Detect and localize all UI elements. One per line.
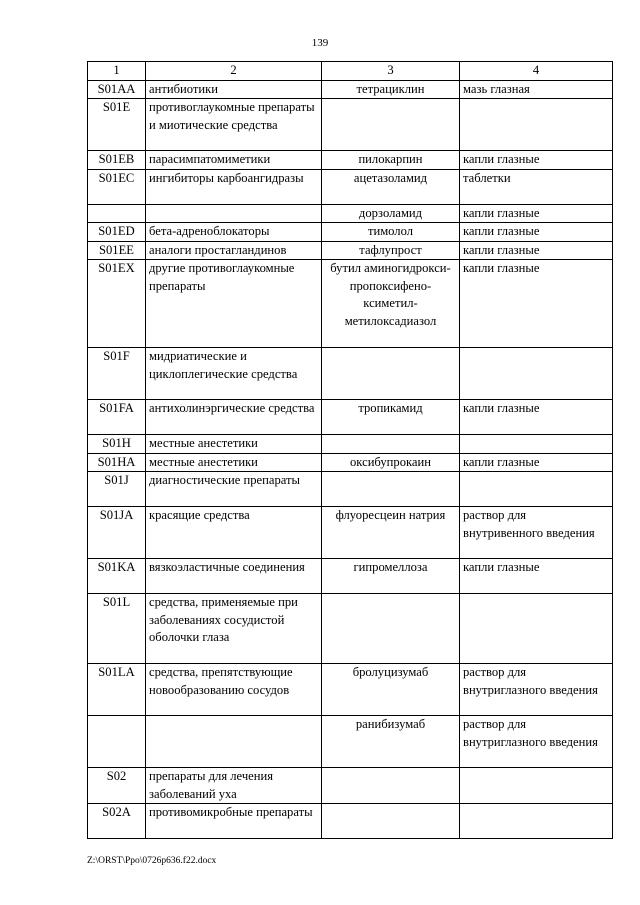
group-name-cell: противомикробные препараты (146, 804, 322, 839)
table-row (88, 260, 613, 348)
group-name-cell (146, 716, 322, 768)
atc-code-cell: S01H (88, 435, 146, 454)
dosage-form-cell (460, 435, 613, 454)
inn-cell (322, 804, 460, 839)
table-row (88, 99, 613, 151)
group-name-cell: ингибиторы карбоангидразы (146, 169, 322, 204)
inn-cell (322, 768, 460, 804)
dosage-form-cell: капли глазные (460, 204, 613, 223)
inn-cell: пилокарпин (322, 151, 460, 170)
inn-cell: тимолол (322, 223, 460, 242)
inn-cell (322, 594, 460, 664)
table-row (88, 80, 613, 99)
group-name-cell: антихолинэргические средства (146, 400, 322, 435)
table-row (88, 204, 613, 223)
table-header-row (88, 62, 613, 81)
inn-cell: бролуцизумаб (322, 664, 460, 716)
table-row (88, 804, 613, 839)
atc-code-cell: S01ED (88, 223, 146, 242)
atc-code-cell: S02A (88, 804, 146, 839)
inn-cell: гипромеллоза (322, 559, 460, 594)
group-name-cell: мидриатические и циклоплегические средства (146, 348, 322, 400)
atc-code-cell: S01L (88, 594, 146, 664)
group-name-cell: аналоги простагландинов (146, 241, 322, 260)
dosage-form-cell: раствор для внутривенного введения (460, 507, 613, 559)
group-name-cell: диагностические препараты (146, 472, 322, 507)
drug-classification-table (87, 61, 613, 839)
atc-code-cell: S01LA (88, 664, 146, 716)
table-row (88, 348, 613, 400)
dosage-form-cell: капли глазные (460, 241, 613, 260)
group-name-cell: средства, препятствующие новообразованию сосудов (146, 664, 322, 716)
inn-cell (322, 99, 460, 151)
atc-code-cell: S02 (88, 768, 146, 804)
dosage-form-cell: капли глазные (460, 453, 613, 472)
dosage-form-cell (460, 804, 613, 839)
column-header: 3 (322, 62, 460, 81)
dosage-form-cell (460, 348, 613, 400)
inn-cell: бутил аминогидрокси-пропоксифено-ксиметил-метилоксадиазол (322, 260, 460, 348)
group-name-cell: противоглаукомные препараты и миотические средства (146, 99, 322, 151)
group-name-cell: местные анестетики (146, 435, 322, 454)
table-row (88, 223, 613, 242)
dosage-form-cell: капли глазные (460, 151, 613, 170)
table-row (88, 768, 613, 804)
dosage-form-cell: капли глазные (460, 559, 613, 594)
dosage-form-cell: раствор для внутриглазного введения (460, 716, 613, 768)
column-header: 1 (88, 62, 146, 81)
table-row (88, 716, 613, 768)
page-number: 139 (311, 37, 329, 49)
footer-filename: Z:\ORST\Ppo\0726p636.f22.docx (87, 856, 217, 866)
atc-code-cell: S01EE (88, 241, 146, 260)
table-row (88, 435, 613, 454)
dosage-form-cell (460, 768, 613, 804)
group-name-cell: вязкоэластичные соединения (146, 559, 322, 594)
dosage-form-cell: раствор для внутриглазного введения (460, 664, 613, 716)
atc-code-cell: S01EB (88, 151, 146, 170)
atc-code-cell: S01JA (88, 507, 146, 559)
inn-cell: флуоресцеин натрия (322, 507, 460, 559)
table-row (88, 400, 613, 435)
atc-code-cell (88, 204, 146, 223)
group-name-cell (146, 204, 322, 223)
inn-cell (322, 348, 460, 400)
table-row (88, 594, 613, 664)
table-row (88, 453, 613, 472)
inn-cell: оксибупрокаин (322, 453, 460, 472)
table-row (88, 472, 613, 507)
dosage-form-cell: капли глазные (460, 260, 613, 348)
table-row (88, 507, 613, 559)
table-row (88, 664, 613, 716)
atc-code-cell: S01EX (88, 260, 146, 348)
dosage-form-cell: таблетки (460, 169, 613, 204)
table-row (88, 151, 613, 170)
atc-code-cell: S01EC (88, 169, 146, 204)
atc-code-cell: S01AA (88, 80, 146, 99)
atc-code-cell: S01J (88, 472, 146, 507)
inn-cell: ацетазоламид (322, 169, 460, 204)
column-header: 4 (460, 62, 613, 81)
inn-cell (322, 472, 460, 507)
atc-code-cell: S01F (88, 348, 146, 400)
inn-cell (322, 435, 460, 454)
dosage-form-cell: капли глазные (460, 223, 613, 242)
group-name-cell: антибиотики (146, 80, 322, 99)
dosage-form-cell (460, 472, 613, 507)
table-row (88, 559, 613, 594)
table-row (88, 169, 613, 204)
atc-code-cell: S01E (88, 99, 146, 151)
group-name-cell: парасимпатомиметики (146, 151, 322, 170)
column-header: 2 (146, 62, 322, 81)
group-name-cell: красящие средства (146, 507, 322, 559)
table-body (88, 80, 613, 839)
group-name-cell: бета-адреноблокаторы (146, 223, 322, 242)
atc-code-cell: S01HA (88, 453, 146, 472)
dosage-form-cell: капли глазные (460, 400, 613, 435)
group-name-cell: препараты для лечения заболеваний уха (146, 768, 322, 804)
group-name-cell: другие противоглаукомные препараты (146, 260, 322, 348)
atc-code-cell: S01KA (88, 559, 146, 594)
dosage-form-cell: мазь глазная (460, 80, 613, 99)
group-name-cell: местные анестетики (146, 453, 322, 472)
group-name-cell: средства, применяемые при заболеваниях сосудистой оболочки глаза (146, 594, 322, 664)
inn-cell: тафлупрост (322, 241, 460, 260)
inn-cell: ранибизумаб (322, 716, 460, 768)
inn-cell: дорзоламид (322, 204, 460, 223)
inn-cell: тетрациклин (322, 80, 460, 99)
atc-code-cell: S01FA (88, 400, 146, 435)
dosage-form-cell (460, 99, 613, 151)
inn-cell: тропикамид (322, 400, 460, 435)
dosage-form-cell (460, 594, 613, 664)
atc-code-cell (88, 716, 146, 768)
table-row (88, 241, 613, 260)
